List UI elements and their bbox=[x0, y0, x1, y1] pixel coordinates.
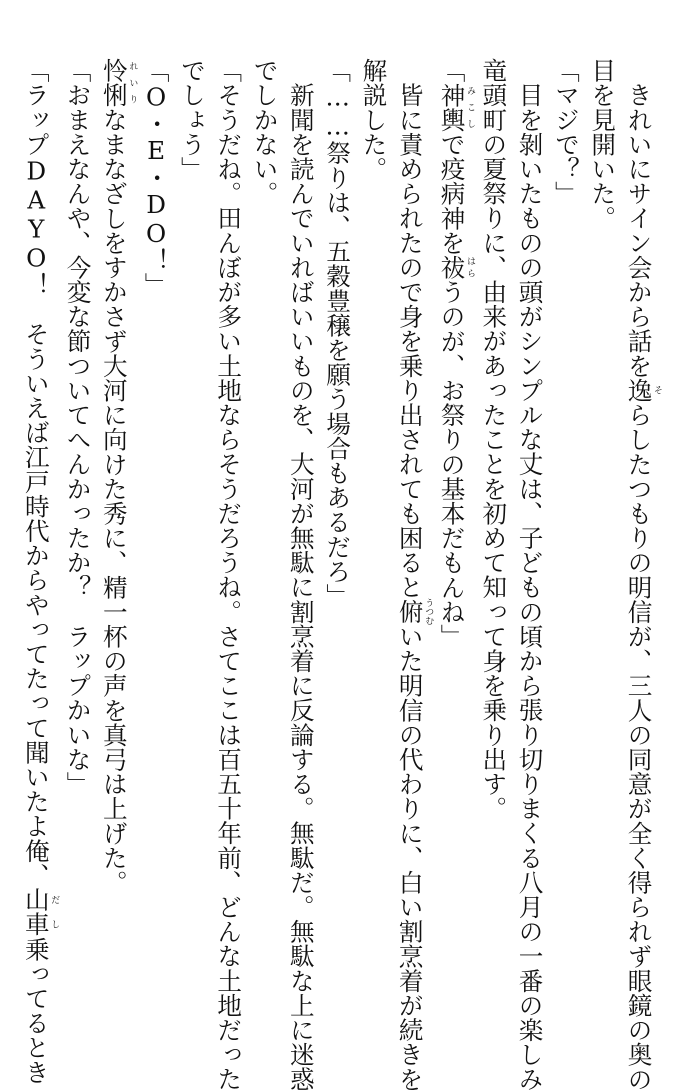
ruby-base: 怜悧 bbox=[99, 58, 129, 108]
ruby-annotation bbox=[395, 598, 434, 626]
text-segment: で疫病神を bbox=[437, 131, 467, 255]
text-segment: 解説した。 bbox=[359, 58, 389, 181]
ruby-annotation bbox=[21, 887, 60, 937]
text-segment: 新聞を読んでいればいいものを、大河が無駄に割烹着に反論する。無駄だ。無駄な上に迷惑 bbox=[286, 58, 316, 1091]
text-line bbox=[59, 58, 95, 978]
text-line bbox=[355, 58, 391, 978]
text-segment: 「ラップDAYO！ そういえば江戸時代からやってたって聞いたよ俺、 bbox=[21, 58, 51, 888]
text-line bbox=[319, 58, 355, 978]
text-line bbox=[391, 58, 434, 1091]
text-segment: 竜頭町の夏祭りに、由来があったことを初めて知って身を乗り出す。 bbox=[479, 58, 509, 821]
ruby-reading: れいり bbox=[127, 58, 138, 108]
text-segment: 乗ってるとき bbox=[21, 936, 51, 1085]
text-segment: 目を剝いたものの頭がシンプルな丈は、子どもの頃から張り切りまくる八月の一番の楽しみ bbox=[515, 58, 545, 1091]
ruby-annotation bbox=[437, 82, 476, 132]
text-line bbox=[584, 58, 620, 978]
text-line bbox=[174, 58, 210, 978]
vertical-text-body bbox=[21, 58, 662, 1091]
text-segment: 「O・E・DO！」 bbox=[141, 58, 171, 297]
ruby-reading: うつむ bbox=[423, 598, 434, 626]
ruby-base: 祓 bbox=[437, 254, 467, 280]
text-line bbox=[511, 58, 547, 1091]
text-line bbox=[548, 58, 584, 978]
text-segment: でしかない。 bbox=[250, 58, 280, 206]
text-line bbox=[96, 58, 138, 978]
text-segment: でしょう」 bbox=[177, 58, 207, 181]
text-line bbox=[620, 58, 662, 1091]
text-line bbox=[246, 58, 282, 978]
ruby-annotation bbox=[624, 377, 662, 403]
text-segment: 「……祭りは、五穀豊穣を願う場合もあるだろ」 bbox=[323, 58, 353, 608]
ruby-reading: だし bbox=[49, 887, 60, 937]
text-segment: 「マジで？」 bbox=[551, 58, 581, 206]
text-segment: 「おまえなんや、今変な節ついてへんかったか？ ラップかいな」 bbox=[63, 58, 93, 796]
text-segment: うのが、お祭りの基本だもんね」 bbox=[437, 279, 467, 649]
text-segment: 皆に責められたので身を乗り出されても困ると bbox=[395, 58, 425, 600]
text-segment: 目を見開いた。 bbox=[588, 58, 618, 231]
text-line bbox=[283, 58, 319, 1091]
text-line bbox=[433, 58, 475, 978]
text-segment: 「そうだね。田んぼが多い土地ならそうだろうね。さてここは百五十年前、どんな土地だった bbox=[214, 58, 244, 1091]
ruby-base: 山車 bbox=[21, 887, 51, 937]
ruby-base: 神輿 bbox=[437, 82, 467, 132]
ruby-annotation bbox=[437, 254, 476, 280]
text-segment: きれいにサイン会から話を bbox=[624, 58, 654, 378]
ruby-annotation bbox=[99, 58, 138, 108]
text-segment: らしたつもりの明信が、三人の同意が全く得られず眼鏡の奥の bbox=[624, 402, 654, 1091]
text-line bbox=[137, 58, 173, 978]
ruby-reading: みこし bbox=[465, 82, 476, 132]
ruby-base: 俯 bbox=[395, 598, 425, 625]
ruby-reading: そ bbox=[652, 377, 662, 403]
text-segment: 「 bbox=[437, 58, 467, 83]
text-segment: なまなざしをすかさず大河に向けた秀に、精一杯の声を真弓は上げた。 bbox=[99, 107, 129, 895]
text-line bbox=[210, 58, 246, 1091]
text-line bbox=[17, 58, 60, 1085]
text-segment: いた明信の代わりに、白い割烹着が続きを bbox=[395, 623, 425, 1091]
ruby-reading: はら bbox=[465, 254, 476, 280]
ruby-base: 逸 bbox=[624, 377, 654, 403]
text-line bbox=[475, 58, 511, 978]
